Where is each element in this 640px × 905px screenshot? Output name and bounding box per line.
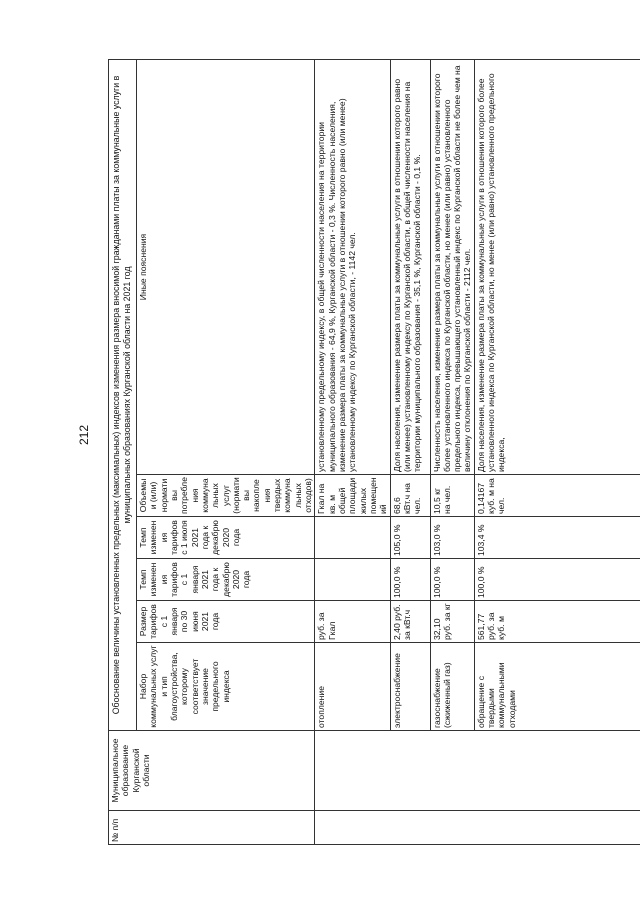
cell-notes: Доля населения, изменение размера платы за коммунальные услуги в отношении которого равно (или менее) установленному индексу по Курганской области, в общей численности населения на территории муниципального образования - 35,1 %, Курганской области - 0,1 %.	[390, 59, 430, 474]
header-service-set: Набор коммунальных услуг и тип благоустройства, которому соответствует значение предельного индекса	[137, 643, 315, 731]
cell-notes: Численность населения, изменение размера платы за коммунальные услуги в отношении которого более установленного индекса по Курганской области, но менее (или равно) установленного предельного индекса, превышающего установленный индекс по Курганской области не более чем на величину отклонения по Курганской области - 2112 чел.	[430, 59, 474, 474]
cell-rate-jul: 103,0 %	[430, 517, 474, 559]
header-volume: Объемы и (или) нормативы потребления коммунальных услуг (нормативы накопления твердых коммунальных отходов)	[137, 475, 315, 517]
cell-rate-jul: 105,0 %	[390, 517, 430, 559]
cell-volume: 68,6 кВт.ч на чел.	[390, 475, 430, 517]
cell-rate-jul: 103,4 %	[474, 517, 640, 559]
table-row	[430, 59, 474, 844]
cell-rate-jul	[315, 517, 390, 559]
rotated-table-wrapper	[108, 60, 620, 845]
cell-volume: 0,14167 куб. м на чел.	[474, 475, 640, 517]
cell-service: электроснабжение	[390, 643, 430, 731]
cell-rate-jan: 100,0 %	[390, 559, 430, 601]
cell-tariff: руб. за Гкал	[315, 601, 390, 643]
cell-tariff: 561,77 руб. за куб. м	[474, 601, 640, 643]
cell-service: обращение с твердыми коммунальными отходами	[474, 643, 640, 731]
table-row	[390, 59, 430, 844]
cell-number	[315, 811, 640, 845]
tariff-justification-table	[108, 59, 640, 845]
header-rate-jan: Темп изменения тарифов с 1 января 2021 года к декабрю 2020 года	[137, 559, 315, 601]
cell-municipality	[315, 731, 640, 811]
table-row	[315, 59, 390, 844]
cell-volume: Гкал на кв. м общей площади жилых помещений	[315, 475, 390, 517]
cell-rate-jan: 100,0 %	[474, 559, 640, 601]
table-title: Обоснование величины установленных предельных (максимальных) индексов изменения размера вносимой гражданами платы за коммунальные услуги в муниципальных образованиях Курганской области на 2021 год	[109, 59, 137, 730]
cell-service: отопление	[315, 643, 390, 731]
cell-notes: установленному предельному индексу, в общей численности населения на территории муниципального образования - 64,9 %, Курганской области - 0,3 %. Численность населения, изменение размера платы за коммунальные услуги в отношении которого равно (или менее) установленному индексу по Курганской области, - 1142 чел.	[315, 59, 390, 474]
header-number: № п/п	[109, 811, 315, 845]
table-row	[474, 59, 640, 844]
cell-service: газоснабжение (сжиженный газ)	[430, 643, 474, 731]
header-municipality: Муниципальное образование Курганской области	[109, 731, 315, 811]
cell-rate-jan: 100,0 %	[430, 559, 474, 601]
cell-tariff: 2,40 руб. за кВт.ч	[390, 601, 430, 643]
cell-rate-jan	[315, 559, 390, 601]
header-rate-jul: Темп изменения тарифов с 1 июля 2021 года к декабрю 2020 года	[137, 517, 315, 559]
cell-notes: Доля населения, изменение размера платы за коммунальные услуги в отношении которого более установленного индекса по Курганской области, но менее (или равно) установленного предельного индекса,	[474, 59, 640, 474]
cell-tariff: 32,10 руб. за кг	[430, 601, 474, 643]
header-notes: Иные пояснения	[137, 59, 315, 474]
header-tariff: Размер тарифов с 1 января по 30 июня 2021 года	[137, 601, 315, 643]
page-number: 212	[77, 424, 91, 446]
cell-volume: 10,5 кг на чел.	[430, 475, 474, 517]
